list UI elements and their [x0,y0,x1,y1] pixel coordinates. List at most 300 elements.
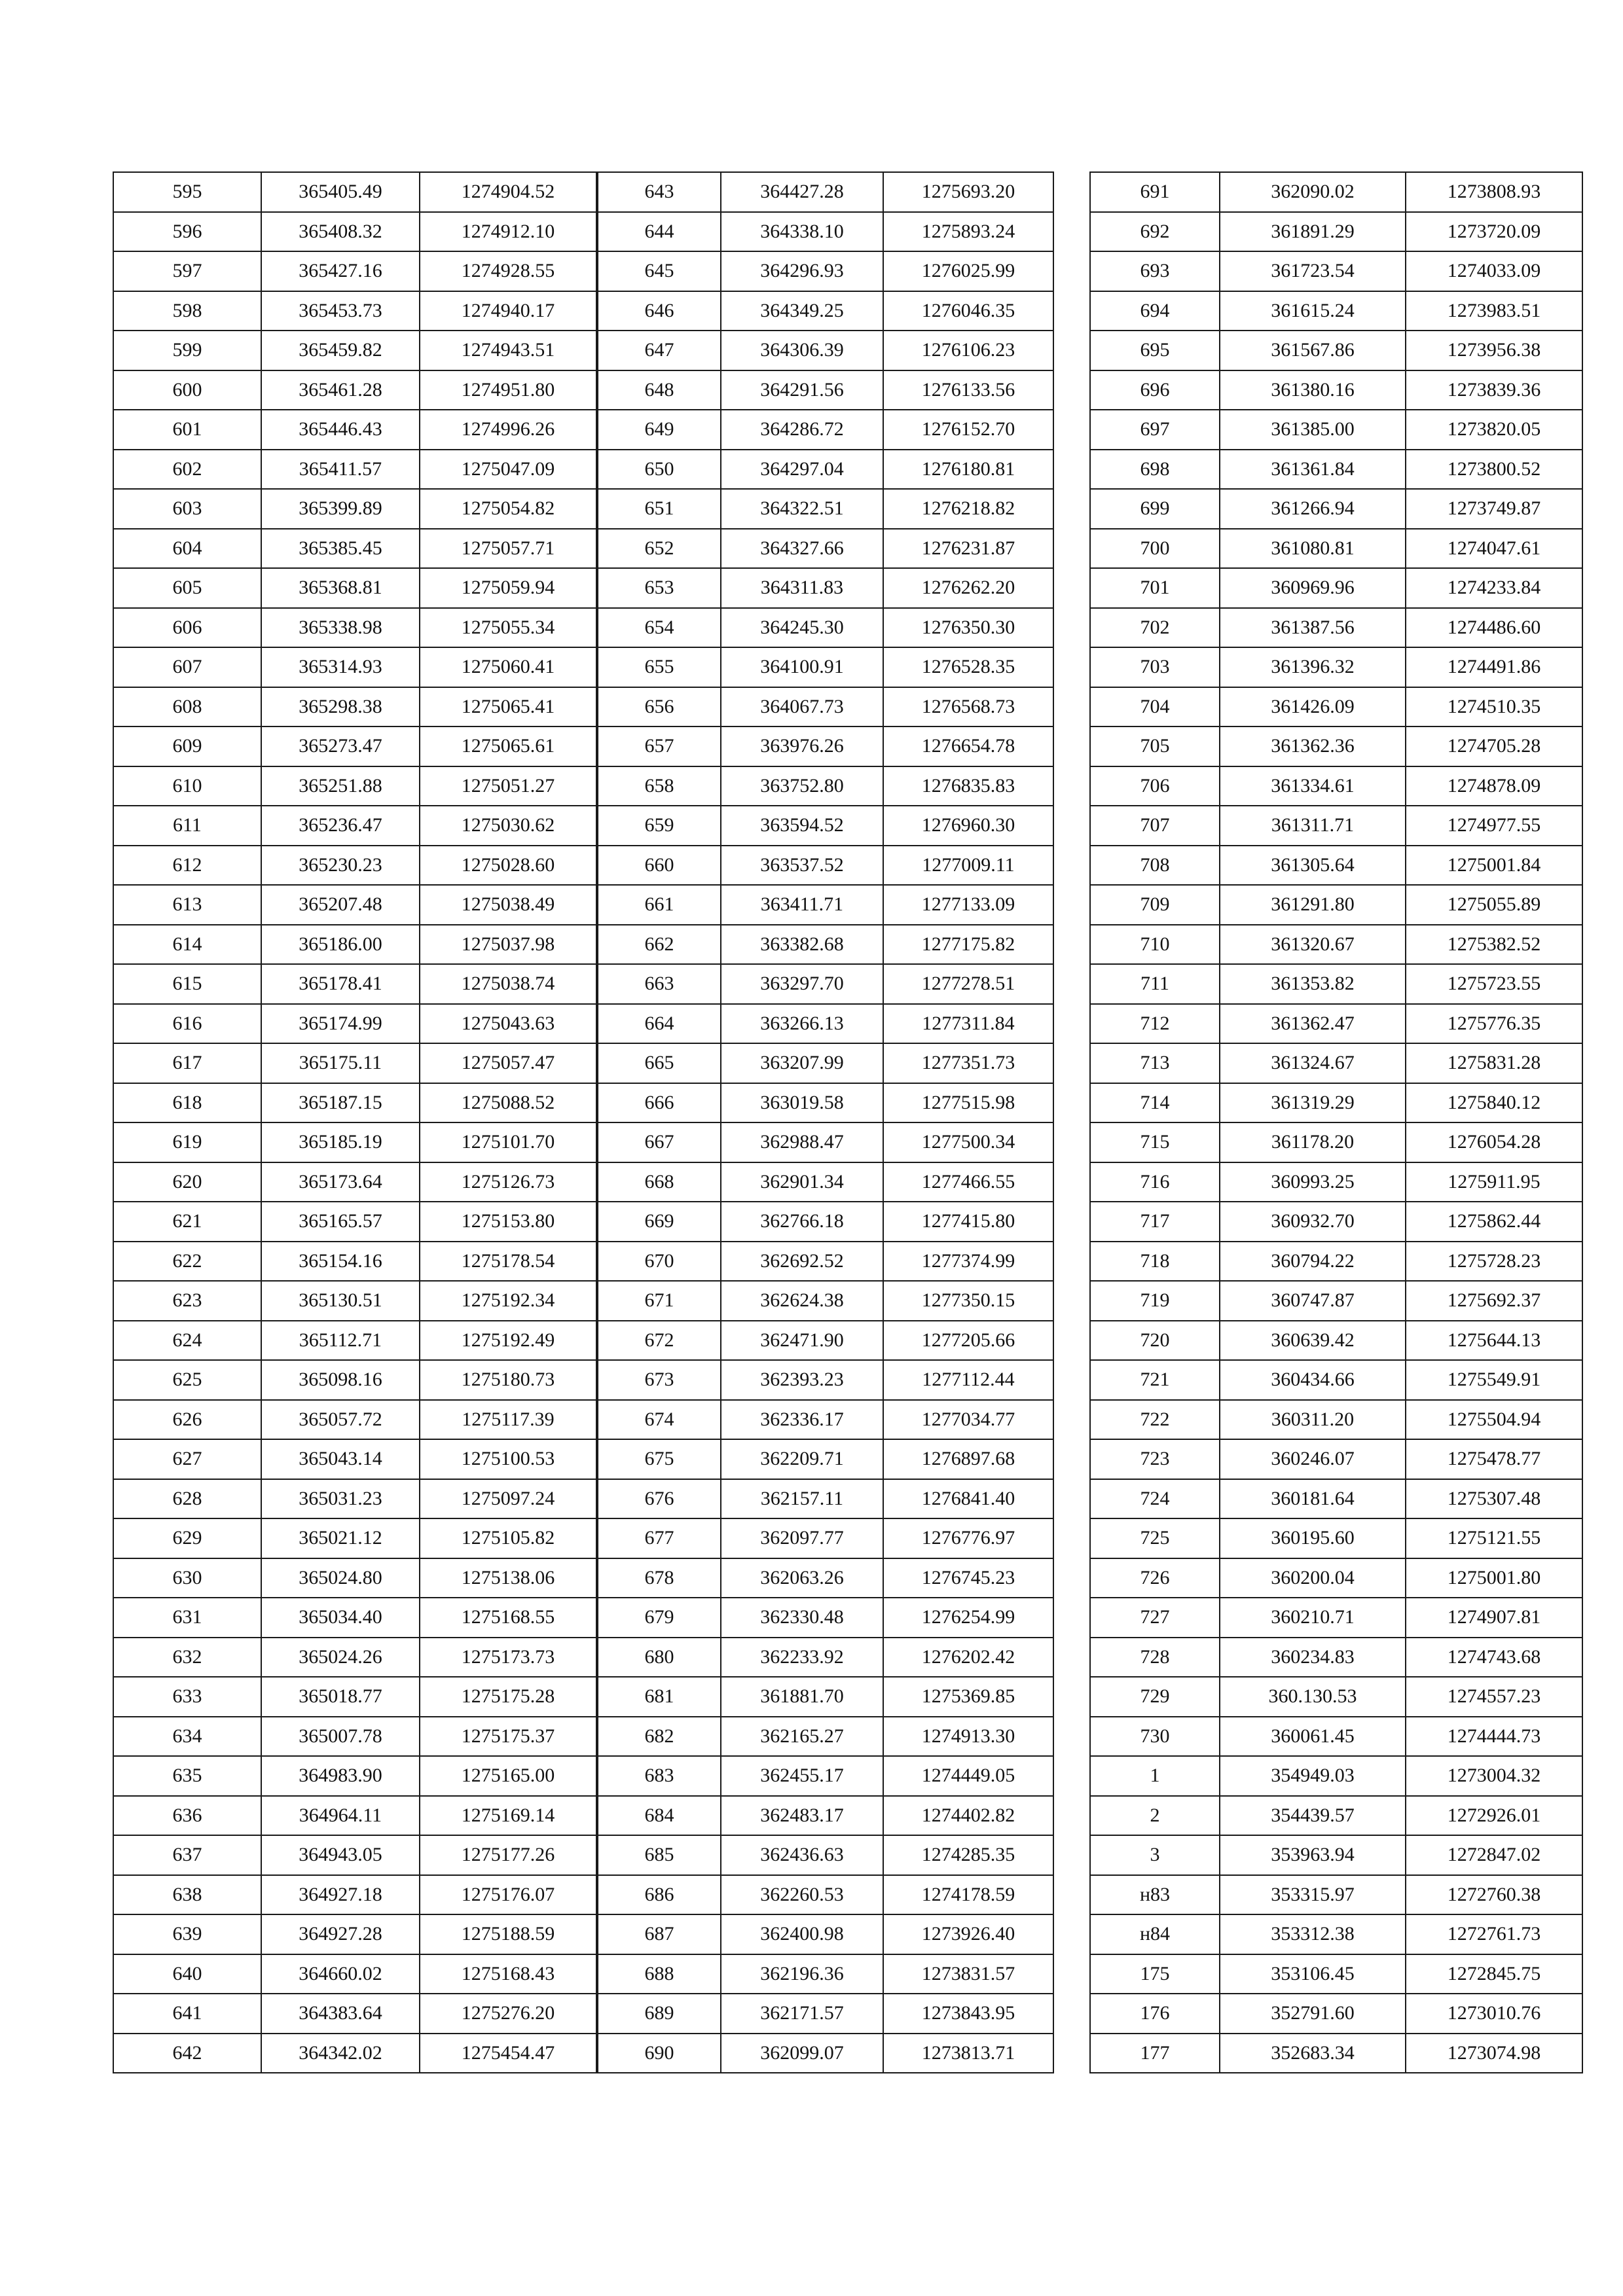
point-number-cell: 645 [598,251,721,291]
y-coordinate-cell: 1276897.68 [883,1439,1053,1479]
y-coordinate-cell: 1275057.71 [420,529,596,569]
y-coordinate-cell: 1275038.74 [420,964,596,1004]
table-row [113,647,596,687]
x-coordinate-cell: 364927.28 [261,1914,420,1954]
x-coordinate-cell: 361353.82 [1220,964,1406,1004]
x-coordinate-cell: 365154.16 [261,1242,420,1282]
y-coordinate-cell: 1275307.48 [1406,1479,1582,1519]
y-coordinate-cell: 1275276.20 [420,1994,596,2034]
point-number-cell: 629 [113,1518,261,1558]
table-row [113,1638,596,1677]
point-number-cell: 727 [1090,1598,1220,1638]
point-number-cell: 626 [113,1400,261,1440]
point-number-cell: 616 [113,1004,261,1044]
x-coordinate-cell: 365368.81 [261,568,420,608]
y-coordinate-cell: 1273820.05 [1406,410,1582,450]
table-row [1090,1677,1582,1717]
table-row [1090,687,1582,727]
y-coordinate-cell: 1272847.02 [1406,1835,1582,1875]
table-row [113,1360,596,1400]
y-coordinate-cell: 1274878.09 [1406,766,1582,806]
x-coordinate-cell: 365251.88 [261,766,420,806]
table-row [1090,1400,1582,1440]
y-coordinate-cell: 1276568.73 [883,687,1053,727]
table-row [598,568,1053,608]
point-number-cell: 692 [1090,212,1220,252]
x-coordinate-cell: 362097.77 [721,1518,883,1558]
y-coordinate-cell: 1275173.73 [420,1638,596,1677]
x-coordinate-cell: 365459.82 [261,331,420,370]
y-coordinate-cell: 1275728.23 [1406,1242,1582,1282]
point-number-cell: 601 [113,410,261,450]
table-row [598,172,1053,212]
point-number-cell: 684 [598,1796,721,1836]
table-row [1090,1954,1582,1994]
table-row [598,1677,1053,1717]
table-row [1090,846,1582,886]
y-coordinate-cell: 1277175.82 [883,925,1053,965]
x-coordinate-cell: 365298.38 [261,687,420,727]
y-coordinate-cell: 1276054.28 [1406,1122,1582,1162]
table-row [1090,1914,1582,1954]
point-number-cell: 624 [113,1321,261,1361]
table-row [598,410,1053,450]
table-row [598,1479,1053,1519]
table-row [598,370,1053,410]
table-row [1090,568,1582,608]
point-number-cell: 628 [113,1479,261,1519]
table-row [113,1598,596,1638]
y-coordinate-cell: 1275168.55 [420,1598,596,1638]
x-coordinate-cell: 365405.49 [261,172,420,212]
y-coordinate-cell: 1276960.30 [883,806,1053,846]
y-coordinate-cell: 1275028.60 [420,846,596,886]
y-coordinate-cell: 1275065.41 [420,687,596,727]
y-coordinate-cell: 1273956.38 [1406,331,1582,370]
point-number-cell: 613 [113,885,261,925]
y-coordinate-cell: 1275840.12 [1406,1083,1582,1123]
x-coordinate-cell: 354949.03 [1220,1756,1406,1796]
x-coordinate-cell: 360932.70 [1220,1202,1406,1242]
x-coordinate-cell: 365230.23 [261,846,420,886]
point-number-cell: 690 [598,2034,721,2073]
point-number-cell: 698 [1090,450,1220,490]
x-coordinate-cell: 361362.47 [1220,1004,1406,1044]
point-number-cell: 712 [1090,1004,1220,1044]
y-coordinate-cell: 1276835.83 [883,766,1053,806]
table-row [598,1756,1053,1796]
y-coordinate-cell: 1276528.35 [883,647,1053,687]
table-row [598,1875,1053,1915]
table-row [1090,1518,1582,1558]
table-row [113,1202,596,1242]
table-row [113,2034,596,2073]
x-coordinate-cell: 360434.66 [1220,1360,1406,1400]
x-coordinate-cell: 362157.11 [721,1479,883,1519]
y-coordinate-cell: 1275692.37 [1406,1281,1582,1321]
y-coordinate-cell: 1277133.09 [883,885,1053,925]
point-number-cell: 635 [113,1756,261,1796]
x-coordinate-cell: 364660.02 [261,1954,420,1994]
y-coordinate-cell: 1273800.52 [1406,450,1582,490]
x-coordinate-cell: 361291.80 [1220,885,1406,925]
y-coordinate-cell: 1276025.99 [883,251,1053,291]
table-row [1090,291,1582,331]
x-coordinate-cell: 362766.18 [721,1202,883,1242]
x-coordinate-cell: 360794.22 [1220,1242,1406,1282]
y-coordinate-cell: 1275192.49 [420,1321,596,1361]
x-coordinate-cell: 364383.64 [261,1994,420,2034]
x-coordinate-cell: 361385.00 [1220,410,1406,450]
x-coordinate-cell: 365021.12 [261,1518,420,1558]
x-coordinate-cell: 362901.34 [721,1162,883,1202]
x-coordinate-cell: 361311.71 [1220,806,1406,846]
point-number-cell: 678 [598,1558,721,1598]
point-number-cell: 667 [598,1122,721,1162]
point-number-cell: 631 [113,1598,261,1638]
point-number-cell: 660 [598,846,721,886]
x-coordinate-cell: 361396.32 [1220,647,1406,687]
point-number-cell: 664 [598,1004,721,1044]
table-row [598,1281,1053,1321]
y-coordinate-cell: 1275188.59 [420,1914,596,1954]
point-number-cell: 705 [1090,726,1220,766]
point-number-cell: 713 [1090,1043,1220,1083]
y-coordinate-cell: 1273749.87 [1406,489,1582,529]
table-row [113,1242,596,1282]
x-coordinate-cell: 362400.98 [721,1914,883,1954]
x-coordinate-cell: 365408.32 [261,212,420,252]
y-coordinate-cell: 1274557.23 [1406,1677,1582,1717]
table-row [1090,1598,1582,1638]
x-coordinate-cell: 365178.41 [261,964,420,1004]
x-coordinate-cell: 365185.19 [261,1122,420,1162]
point-number-cell: 717 [1090,1202,1220,1242]
y-coordinate-cell: 1275121.55 [1406,1518,1582,1558]
point-number-cell: 176 [1090,1994,1220,2034]
y-coordinate-cell: 1275831.28 [1406,1043,1582,1083]
table-row [113,1558,596,1598]
point-number-cell: 689 [598,1994,721,2034]
table-row [598,1796,1053,1836]
table-row [598,1202,1053,1242]
y-coordinate-cell: 1275862.44 [1406,1202,1582,1242]
x-coordinate-cell: 365338.98 [261,608,420,648]
y-coordinate-cell: 1275382.52 [1406,925,1582,965]
y-coordinate-cell: 1274913.30 [883,1717,1053,1757]
table-row [598,450,1053,490]
x-coordinate-cell: 362336.17 [721,1400,883,1440]
table-row [113,568,596,608]
y-coordinate-cell: 1275138.06 [420,1558,596,1598]
table-row [113,331,596,370]
x-coordinate-cell: 360969.96 [1220,568,1406,608]
table-row [598,1717,1053,1757]
y-coordinate-cell: 1275065.61 [420,726,596,766]
table-row [598,1400,1053,1440]
y-coordinate-cell: 1277205.66 [883,1321,1053,1361]
y-coordinate-cell: 1275911.95 [1406,1162,1582,1202]
table-row [1090,450,1582,490]
table-row [113,608,596,648]
table-row [113,1914,596,1954]
point-number-cell: 700 [1090,529,1220,569]
point-number-cell: 611 [113,806,261,846]
point-number-cell: 696 [1090,370,1220,410]
x-coordinate-cell: 363297.70 [721,964,883,1004]
y-coordinate-cell: 1277350.15 [883,1281,1053,1321]
x-coordinate-cell: 365057.72 [261,1400,420,1440]
x-coordinate-cell: 361361.84 [1220,450,1406,490]
point-number-cell: 730 [1090,1717,1220,1757]
y-coordinate-cell: 1275100.53 [420,1439,596,1479]
y-coordinate-cell: 1276202.42 [883,1638,1053,1677]
point-number-cell: 625 [113,1360,261,1400]
table-row [598,331,1053,370]
point-number-cell: 675 [598,1439,721,1479]
y-coordinate-cell: 1275055.89 [1406,885,1582,925]
x-coordinate-cell: 364297.04 [721,450,883,490]
x-coordinate-cell: 353312.38 [1220,1914,1406,1954]
y-coordinate-cell: 1277311.84 [883,1004,1053,1044]
table-row [598,1162,1053,1202]
x-coordinate-cell: 365461.28 [261,370,420,410]
point-number-cell: 623 [113,1281,261,1321]
table-row [1090,331,1582,370]
point-number-cell: 671 [598,1281,721,1321]
point-number-cell: 679 [598,1598,721,1638]
table-row [1090,766,1582,806]
y-coordinate-cell: 1275057.47 [420,1043,596,1083]
x-coordinate-cell: 365165.57 [261,1202,420,1242]
x-coordinate-cell: 363752.80 [721,766,883,806]
table-row [598,925,1053,965]
y-coordinate-cell: 1276841.40 [883,1479,1053,1519]
point-number-cell: 638 [113,1875,261,1915]
point-number-cell: н84 [1090,1914,1220,1954]
point-number-cell: 709 [1090,885,1220,925]
point-number-cell: 724 [1090,1479,1220,1519]
table-row [1090,1281,1582,1321]
x-coordinate-cell: 361723.54 [1220,251,1406,291]
y-coordinate-cell: 1274907.81 [1406,1598,1582,1638]
table-row [113,1439,596,1479]
x-coordinate-cell: 364338.10 [721,212,883,252]
point-number-cell: 661 [598,885,721,925]
table-row [113,1518,596,1558]
table-row [1090,647,1582,687]
table-row [1090,1638,1582,1677]
table-row [598,2034,1053,2073]
table-row [1090,1083,1582,1123]
point-number-cell: 650 [598,450,721,490]
point-number-cell: 596 [113,212,261,252]
point-number-cell: 697 [1090,410,1220,450]
y-coordinate-cell: 1272761.73 [1406,1914,1582,1954]
point-number-cell: 653 [598,568,721,608]
x-coordinate-cell: 363266.13 [721,1004,883,1044]
y-coordinate-cell: 1272926.01 [1406,1796,1582,1836]
y-coordinate-cell: 1277415.80 [883,1202,1053,1242]
y-coordinate-cell: 1273074.98 [1406,2034,1582,2073]
point-number-cell: 657 [598,726,721,766]
x-coordinate-cell: 363207.99 [721,1043,883,1083]
y-coordinate-cell: 1275175.37 [420,1717,596,1757]
y-coordinate-cell: 1273813.71 [883,2034,1053,2073]
y-coordinate-cell: 1275176.07 [420,1875,596,1915]
x-coordinate-cell: 362692.52 [721,1242,883,1282]
x-coordinate-cell: 365399.89 [261,489,420,529]
y-coordinate-cell: 1277112.44 [883,1360,1053,1400]
point-number-cell: 718 [1090,1242,1220,1282]
table-row [598,608,1053,648]
y-coordinate-cell: 1273843.95 [883,1994,1053,2034]
table-row [598,1598,1053,1638]
point-number-cell: 620 [113,1162,261,1202]
table-row [113,529,596,569]
y-coordinate-cell: 1276654.78 [883,726,1053,766]
table-row [1090,1043,1582,1083]
x-coordinate-cell: 365273.47 [261,726,420,766]
y-coordinate-cell: 1273926.40 [883,1914,1053,1954]
x-coordinate-cell: 361334.61 [1220,766,1406,806]
x-coordinate-cell: 365446.43 [261,410,420,450]
x-coordinate-cell: 362233.92 [721,1638,883,1677]
y-coordinate-cell: 1272845.75 [1406,1954,1582,1994]
x-coordinate-cell: 362196.36 [721,1954,883,1994]
x-coordinate-cell: 364349.25 [721,291,883,331]
y-coordinate-cell: 1275105.82 [420,1518,596,1558]
y-coordinate-cell: 1276262.20 [883,568,1053,608]
x-coordinate-cell: 365453.73 [261,291,420,331]
y-coordinate-cell: 1275088.52 [420,1083,596,1123]
point-number-cell: 694 [1090,291,1220,331]
x-coordinate-cell: 361387.56 [1220,608,1406,648]
x-coordinate-cell: 360993.25 [1220,1162,1406,1202]
point-number-cell: 644 [598,212,721,252]
x-coordinate-cell: 361305.64 [1220,846,1406,886]
table-row [598,1518,1053,1558]
table-row [598,1321,1053,1361]
x-coordinate-cell: 362260.53 [721,1875,883,1915]
y-coordinate-cell: 1274705.28 [1406,726,1582,766]
y-coordinate-cell: 1274928.55 [420,251,596,291]
table-row [1090,1558,1582,1598]
x-coordinate-cell: 365427.16 [261,251,420,291]
x-coordinate-cell: 365112.71 [261,1321,420,1361]
y-coordinate-cell: 1275038.49 [420,885,596,925]
point-number-cell: 641 [113,1994,261,2034]
y-coordinate-cell: 1273720.09 [1406,212,1582,252]
table-row [113,1281,596,1321]
point-number-cell: 654 [598,608,721,648]
x-coordinate-cell: 352791.60 [1220,1994,1406,2034]
x-coordinate-cell: 362209.71 [721,1439,883,1479]
table-row [113,1835,596,1875]
point-number-cell: 658 [598,766,721,806]
y-coordinate-cell: 1275101.70 [420,1122,596,1162]
x-coordinate-cell: 364322.51 [721,489,883,529]
point-number-cell: н83 [1090,1875,1220,1915]
x-coordinate-cell: 365007.78 [261,1717,420,1757]
point-number-cell: 701 [1090,568,1220,608]
y-coordinate-cell: 1275776.35 [1406,1004,1582,1044]
y-coordinate-cell: 1274912.10 [420,212,596,252]
x-coordinate-cell: 354439.57 [1220,1796,1406,1836]
x-coordinate-cell: 363411.71 [721,885,883,925]
point-number-cell: 691 [1090,172,1220,212]
y-coordinate-cell: 1275097.24 [420,1479,596,1519]
point-number-cell: 599 [113,331,261,370]
y-coordinate-cell: 1275504.94 [1406,1400,1582,1440]
y-coordinate-cell: 1274943.51 [420,331,596,370]
x-coordinate-cell: 362624.38 [721,1281,883,1321]
table-row [598,1360,1053,1400]
point-number-cell: 598 [113,291,261,331]
x-coordinate-cell: 365173.64 [261,1162,420,1202]
table-row [1090,251,1582,291]
x-coordinate-cell: 361881.70 [721,1677,883,1717]
x-coordinate-cell: 364296.93 [721,251,883,291]
y-coordinate-cell: 1276133.56 [883,370,1053,410]
point-number-cell: 656 [598,687,721,727]
point-number-cell: 609 [113,726,261,766]
table-row [1090,1479,1582,1519]
y-coordinate-cell: 1275043.63 [420,1004,596,1044]
x-coordinate-cell: 360246.07 [1220,1439,1406,1479]
point-number-cell: 612 [113,846,261,886]
point-number-cell: 723 [1090,1439,1220,1479]
x-coordinate-cell: 365186.00 [261,925,420,965]
y-coordinate-cell: 1277515.98 [883,1083,1053,1123]
y-coordinate-cell: 1277009.11 [883,846,1053,886]
point-number-cell: 177 [1090,2034,1220,2073]
y-coordinate-cell: 1275047.09 [420,450,596,490]
table-row [1090,1717,1582,1757]
y-coordinate-cell: 1276350.30 [883,608,1053,648]
y-coordinate-cell: 1275723.55 [1406,964,1582,1004]
x-coordinate-cell: 362436.63 [721,1835,883,1875]
table-row [113,885,596,925]
point-number-cell: 634 [113,1717,261,1757]
table-row [598,806,1053,846]
x-coordinate-cell: 365207.48 [261,885,420,925]
point-number-cell: 710 [1090,925,1220,965]
y-coordinate-cell: 1275037.98 [420,925,596,965]
table-row [598,291,1053,331]
table-row [113,925,596,965]
y-coordinate-cell: 1277034.77 [883,1400,1053,1440]
x-coordinate-cell: 364342.02 [261,2034,420,2073]
table-row [598,1122,1053,1162]
point-number-cell: 681 [598,1677,721,1717]
x-coordinate-cell: 364311.83 [721,568,883,608]
point-number-cell: 605 [113,568,261,608]
point-number-cell: 703 [1090,647,1220,687]
x-coordinate-cell: 364291.56 [721,370,883,410]
x-coordinate-cell: 361178.20 [1220,1122,1406,1162]
y-coordinate-cell: 1275168.43 [420,1954,596,1994]
point-number-cell: 707 [1090,806,1220,846]
x-coordinate-cell: 365236.47 [261,806,420,846]
y-coordinate-cell: 1275454.47 [420,2034,596,2073]
point-number-cell: 695 [1090,331,1220,370]
x-coordinate-cell: 360210.71 [1220,1598,1406,1638]
table-row [598,212,1053,252]
x-coordinate-cell: 365024.26 [261,1638,420,1677]
y-coordinate-cell: 1275178.54 [420,1242,596,1282]
point-number-cell: 666 [598,1083,721,1123]
